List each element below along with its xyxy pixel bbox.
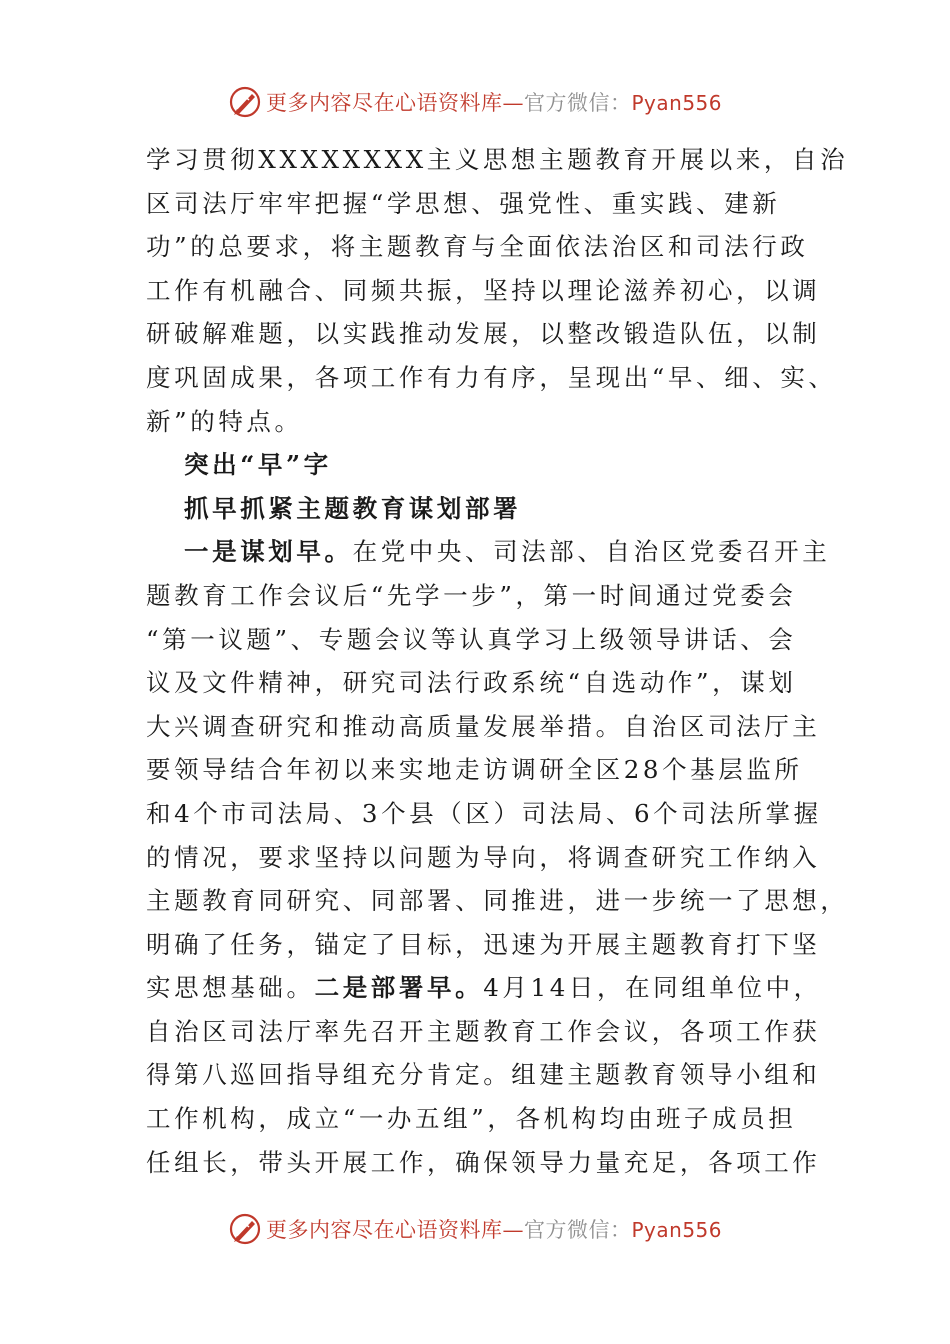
text-line: 议及文件精神，研究司法行政系统“自选动作”，谋划 (146, 668, 797, 698)
line-text: 4月14日，在同组单位中， (483, 973, 822, 1003)
text-line: 大兴调查研究和推动高质量发展举措。自治区司法厅主 (146, 711, 821, 741)
lead-phrase: 一是谋划早。 (184, 537, 353, 567)
pen-seal-logo-icon (228, 85, 262, 119)
text-line: 题教育工作会议后“先学一步”，第一时间通过党委会 (146, 580, 797, 610)
text-line: 研破解难题，以实践推动发展，以整改锻造队伍，以制 (146, 319, 821, 349)
text-line: 区司法厅牢牢把握“学思想、强党性、重实践、建新 (146, 188, 781, 218)
text-line: 工作有机融合、同频共振，坚持以理论滋养初心，以调 (146, 275, 821, 305)
text-line: 工作机构，成立“一办五组”，各机构均由班子成员担 (146, 1104, 797, 1134)
text-line: 功”的总要求，将主题教育与全面依法治区和司法行政 (146, 232, 809, 262)
text-line: 得第八巡回指导组充分肯定。组建主题教育领导小组和 (146, 1060, 821, 1090)
paragraph-intro (146, 138, 849, 443)
section-heading: 突出“早”字 (184, 450, 332, 480)
watermark-text: 更多内容尽在心语资料库—官方微信：Pyan556 (266, 1218, 723, 1242)
watermark-footer (228, 1211, 722, 1247)
text-line: 自治区司法厅率先召开主题教育工作会议，各项工作获 (146, 1016, 821, 1046)
watermark-text: 更多内容尽在心语资料库—官方微信：Pyan556 (266, 91, 723, 115)
lead-phrase: 二是部署早。 (314, 973, 484, 1003)
text-line: 新”的特点。 (146, 406, 303, 436)
pen-seal-logo-icon (228, 1212, 262, 1246)
text-line: 度巩固成果，各项工作有力有序，呈现出“早、细、实、 (146, 362, 837, 392)
text-line (146, 530, 831, 574)
text-line: 要领导结合年初以来实地走访调研全区28个基层监所 (146, 755, 803, 785)
line-text: 实思想基础。 (146, 973, 315, 1003)
text-line: 任组长，带头开展工作，确保领导力量充足，各项工作 (146, 1147, 821, 1177)
section-subheading: 抓早抓紧主题教育谋划部署 (184, 493, 522, 523)
line-text: 在党中央、司法部、自治区党委召开主 (352, 537, 831, 567)
text-line: 学习贯彻XXXXXXXX主义思想主题教育开展以来，自治 (146, 145, 849, 174)
paragraph-planning (146, 530, 849, 1184)
text-line: 的情况，要求坚持以问题为导向，将调查研究工作纳入 (146, 842, 821, 872)
text-line (146, 966, 826, 1010)
text-line: 主题教育同研究、同部署、同推进，进一步统一了思想， (146, 886, 849, 916)
text-line: 和4个市司法局、3个县（区）司法局、6个司法所掌握 (146, 798, 822, 828)
document-body (146, 138, 849, 1184)
text-line: “第一议题”、专题会议等认真学习上级领导讲话、会 (146, 624, 797, 654)
watermark-header (228, 84, 722, 120)
text-line: 明确了任务，锚定了目标，迅速为开展主题教育打下坚 (146, 929, 821, 959)
